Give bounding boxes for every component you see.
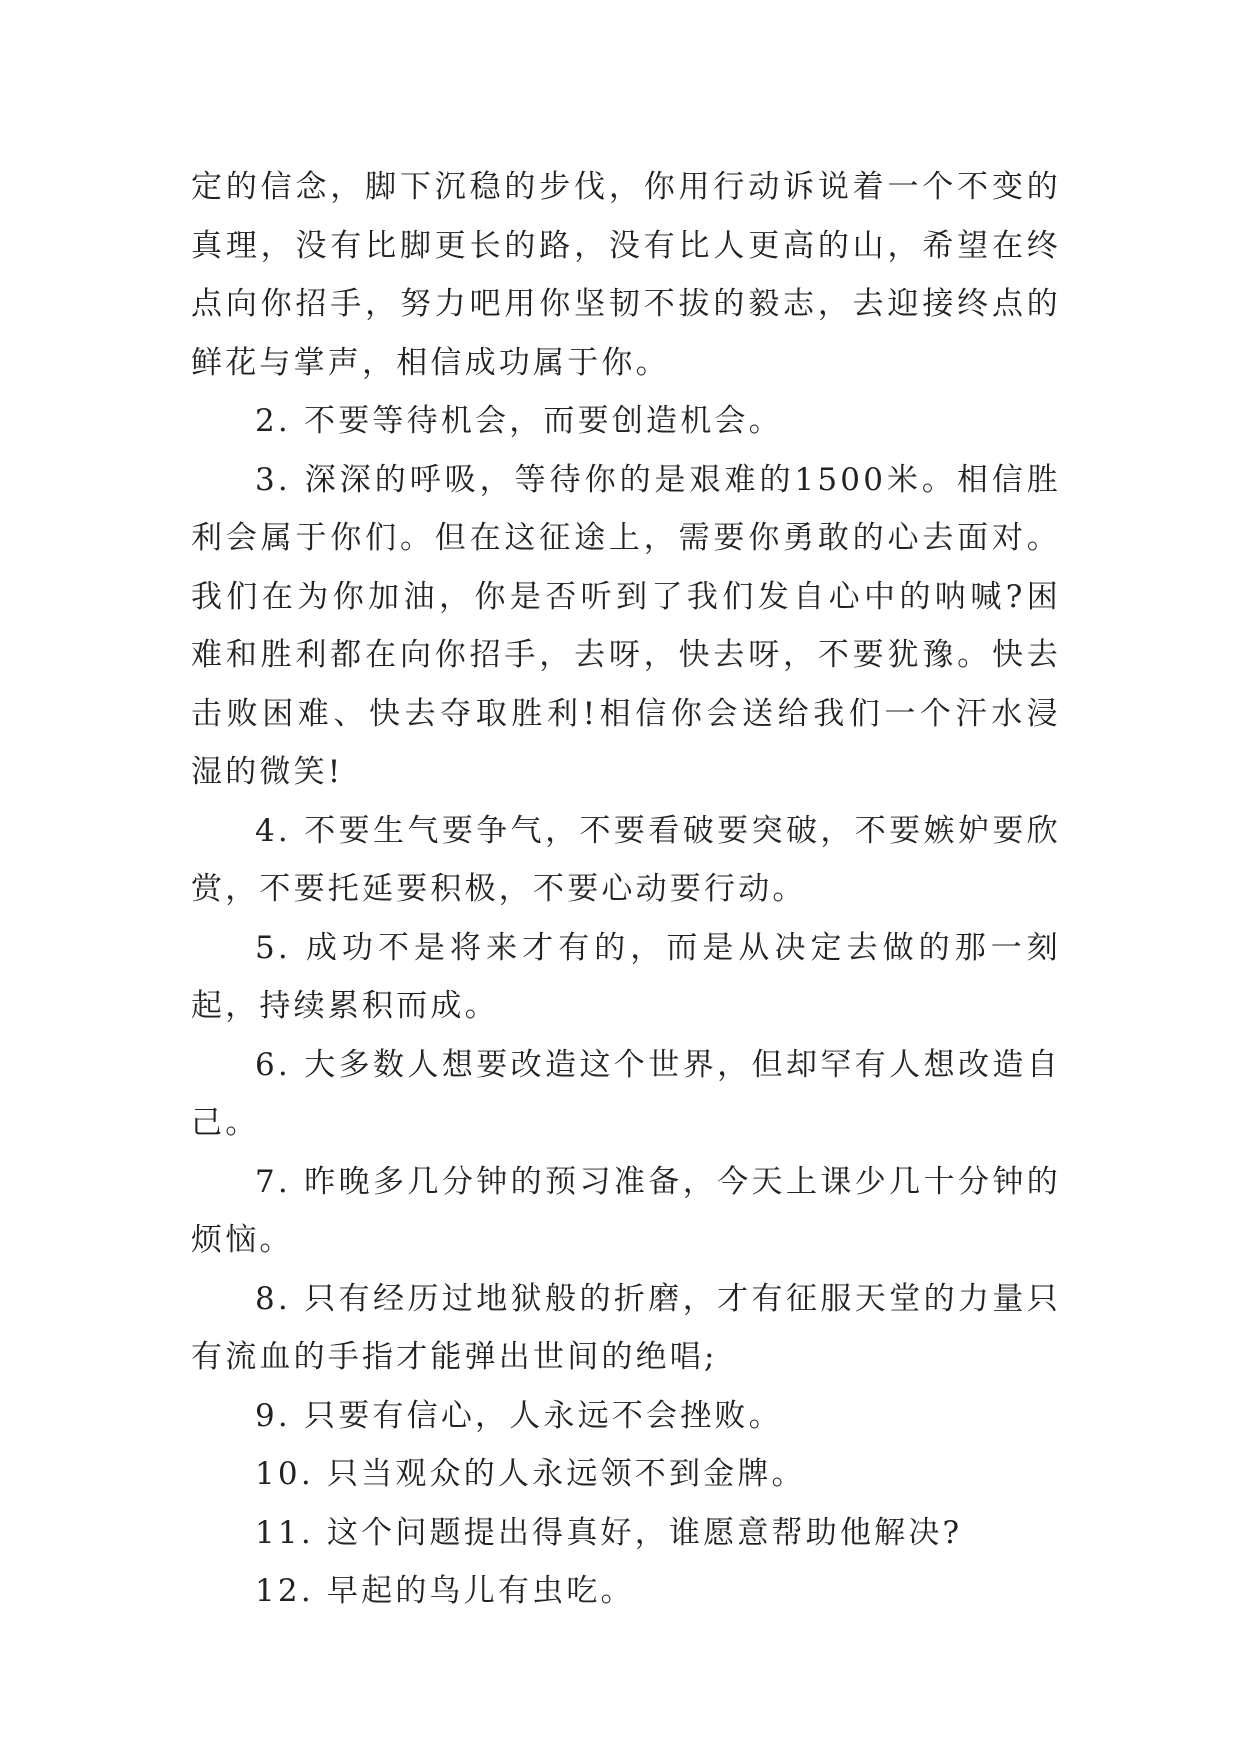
document-body <box>191 158 1061 1621</box>
list-item-11: 11. 这个问题提出得真好，谁愿意帮助他解决? <box>255 1514 963 1551</box>
list-item-3: 3. 深深的呼吸，等待你的是艰难的1500米。相信胜利会属于你们。但在这征途上，需要你勇敢的心去面对。我们在为你加油，你是否听到了我们发自心中的呐喊?困难和胜利都在向你招手，去呀，快去呀，不要犹豫。快去击败困难、快去夺取胜利!相信你会送给我们一个汗水浸湿的微笑! <box>191 461 1061 790</box>
list-item-4: 4. 不要生气要争气，不要看破要突破，不要嫉妒要欣赏，不要托延要积极，不要心动要行动。 <box>191 812 1061 907</box>
list-item-12: 12. 早起的鸟儿有虫吃。 <box>255 1573 635 1609</box>
list-item-10: 10. 只当观众的人永远领不到金牌。 <box>255 1456 806 1492</box>
list-item-6: 6. 大多数人想要改造这个世界，但却罕有人想改造自己。 <box>191 1046 1061 1141</box>
paragraph-continuation: 定的信念，脚下沉稳的步伐，你用行动诉说着一个不变的真理，没有比脚更长的路，没有比人更高的山，希望在终点向你招手，努力吧用你坚韧不拔的毅志，去迎接终点的鲜花与掌声，相信成功属于你。 <box>191 169 1061 381</box>
list-item-9: 9. 只要有信心，人永远不会挫败。 <box>255 1397 783 1434</box>
list-item-7: 7. 昨晚多几分钟的预习准备，今天上课少几十分钟的烦恼。 <box>191 1163 1061 1258</box>
list-item-2: 2. 不要等待机会，而要创造机会。 <box>255 403 783 439</box>
list-item-8: 8. 只有经历过地狱般的折磨，才有征服天堂的力量只有流血的手指才能弹出世间的绝唱; <box>191 1280 1061 1375</box>
list-item-5: 5. 成功不是将来才有的，而是从决定去做的那一刻起，持续累积而成。 <box>191 929 1061 1024</box>
